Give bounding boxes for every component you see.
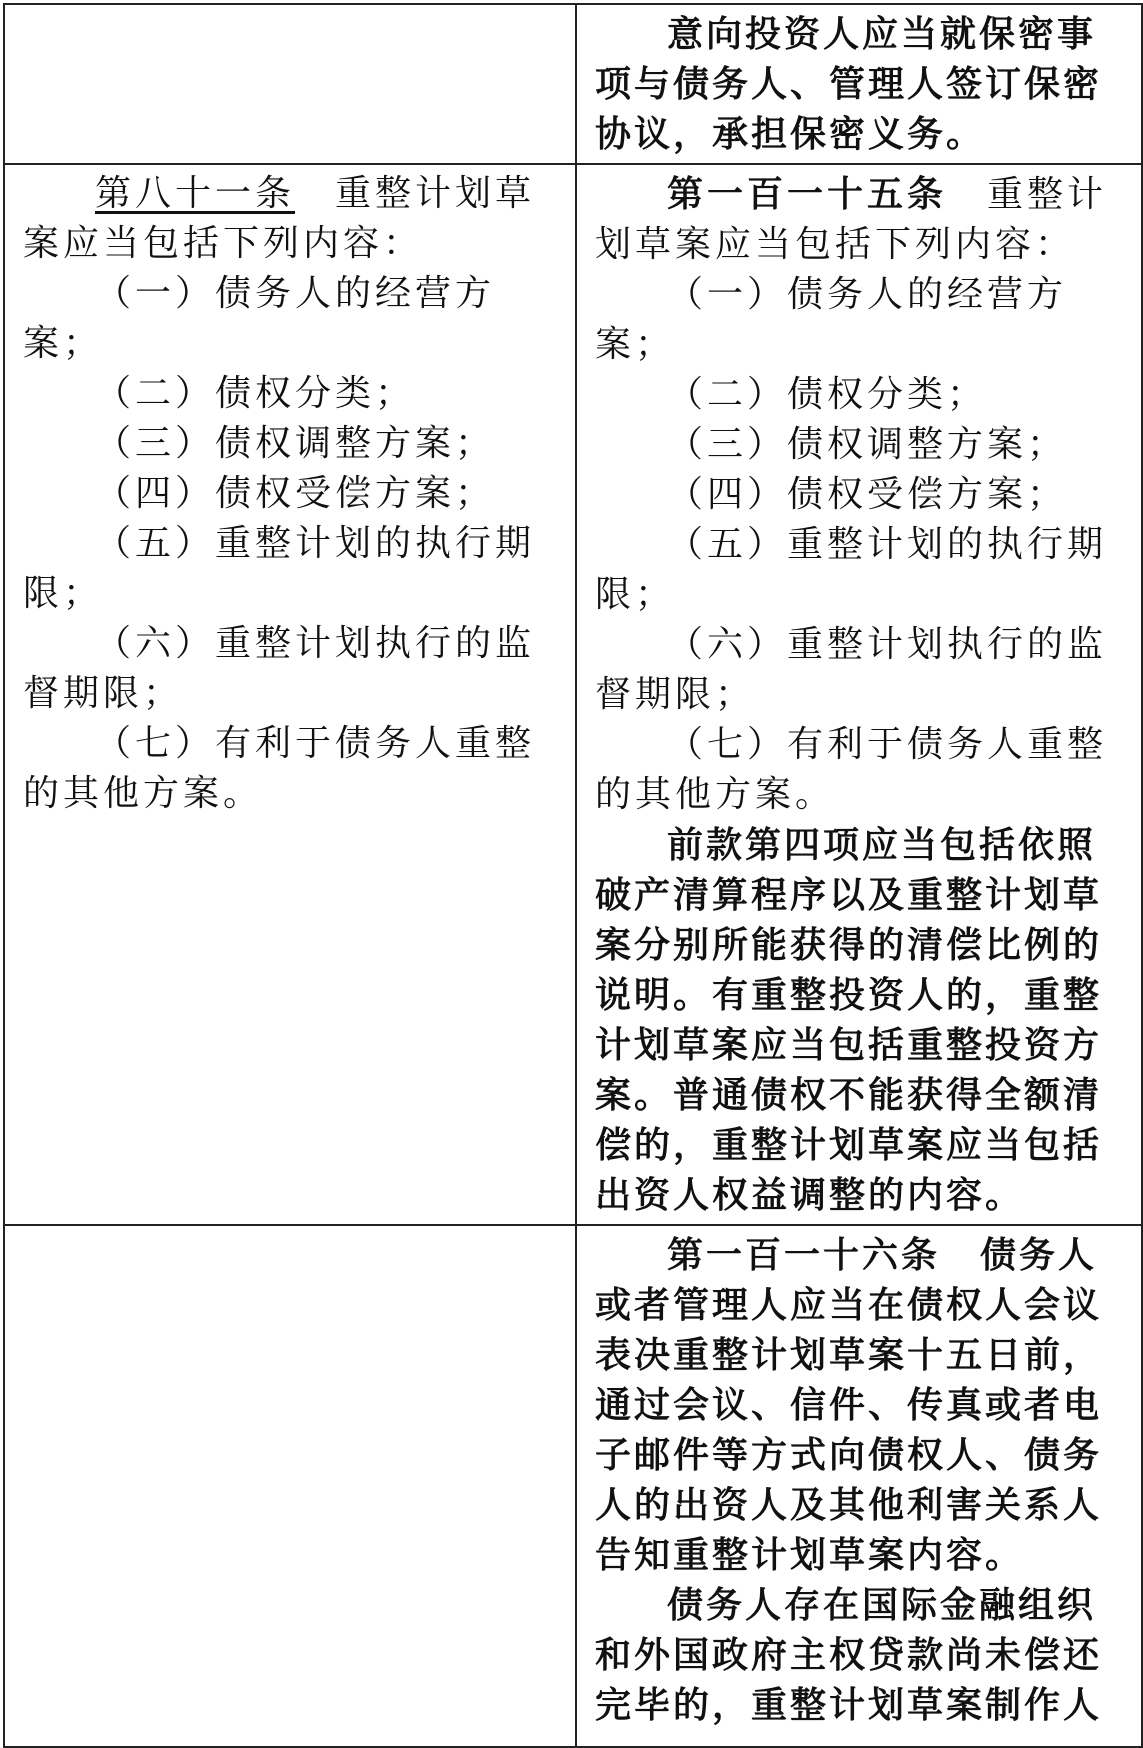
article-heading (595, 169, 1129, 270)
article-text: 债务人或者管理人应当在债权人会议表决重整计划草案十五日前，通过会议、信件、传真或者电子邮件等方式向债权人、债务人的出资人及其他利害关系人告知重整计划草案内容。 (595, 1234, 1103, 1576)
article-number: 第一百一十五条 (667, 173, 948, 215)
table-row (4, 1225, 1142, 1747)
list-item: （六）重整计划执行的监督期限； (23, 623, 536, 714)
article-number: 第八十一条 (95, 173, 296, 214)
list-item: （四）债权受偿方案； (667, 474, 1068, 515)
list-item: （五）重整计划的执行期限； (23, 523, 536, 614)
article-text: 重整计划草案应当包括下列内容： (23, 173, 536, 264)
old-law-cell (4, 164, 576, 1225)
list-item: （二）债权分类； (95, 373, 416, 414)
list-item: （三）债权调整方案； (95, 423, 496, 464)
old-law-cell (4, 1225, 576, 1747)
list-item: （二）债权分类； (667, 374, 988, 415)
new-law-cell (576, 1225, 1142, 1747)
article-number: 第一百一十六条 (667, 1234, 941, 1276)
paragraph: 债务人存在国际金融组织和外国政府主权贷款尚未偿还完毕的，重整计划草案制作人 (595, 1584, 1103, 1726)
article-text: 重整计划草案应当包括下列内容： (595, 174, 1108, 265)
article-heading (23, 169, 563, 269)
old-law-cell (4, 4, 576, 164)
table-row (4, 164, 1142, 1225)
list-item: （一）债务人的经营方案； (23, 273, 496, 364)
list-item: （五）重整计划的执行期限； (595, 524, 1108, 615)
new-law-cell (576, 4, 1142, 164)
comparison-table (3, 3, 1143, 1748)
paragraph: 前款第四项应当包括依照破产清算程序以及重整计划草案分别所能获得的清偿比例的说明。有重整投资人的，重整计划草案应当包括重整投资方案。普通债权不能获得全额清偿的，重整计划草案应当包括出资人权益调整的内容。 (595, 824, 1103, 1216)
paragraph: 意向投资人应当就保密事项与债务人、管理人签订保密协议，承担保密义务。 (595, 13, 1103, 155)
article-heading (595, 1230, 1129, 1580)
list-item: （三）债权调整方案； (667, 424, 1068, 465)
new-law-cell (576, 164, 1142, 1225)
list-item: （七）有利于债务人重整的其他方案。 (23, 723, 536, 814)
table-row (4, 4, 1142, 164)
list-item: （一）债务人的经营方案； (595, 274, 1068, 365)
list-item: （七）有利于债务人重整的其他方案。 (595, 724, 1108, 815)
list-item: （六）重整计划执行的监督期限； (595, 624, 1108, 715)
list-item: （四）债权受偿方案； (95, 473, 496, 514)
